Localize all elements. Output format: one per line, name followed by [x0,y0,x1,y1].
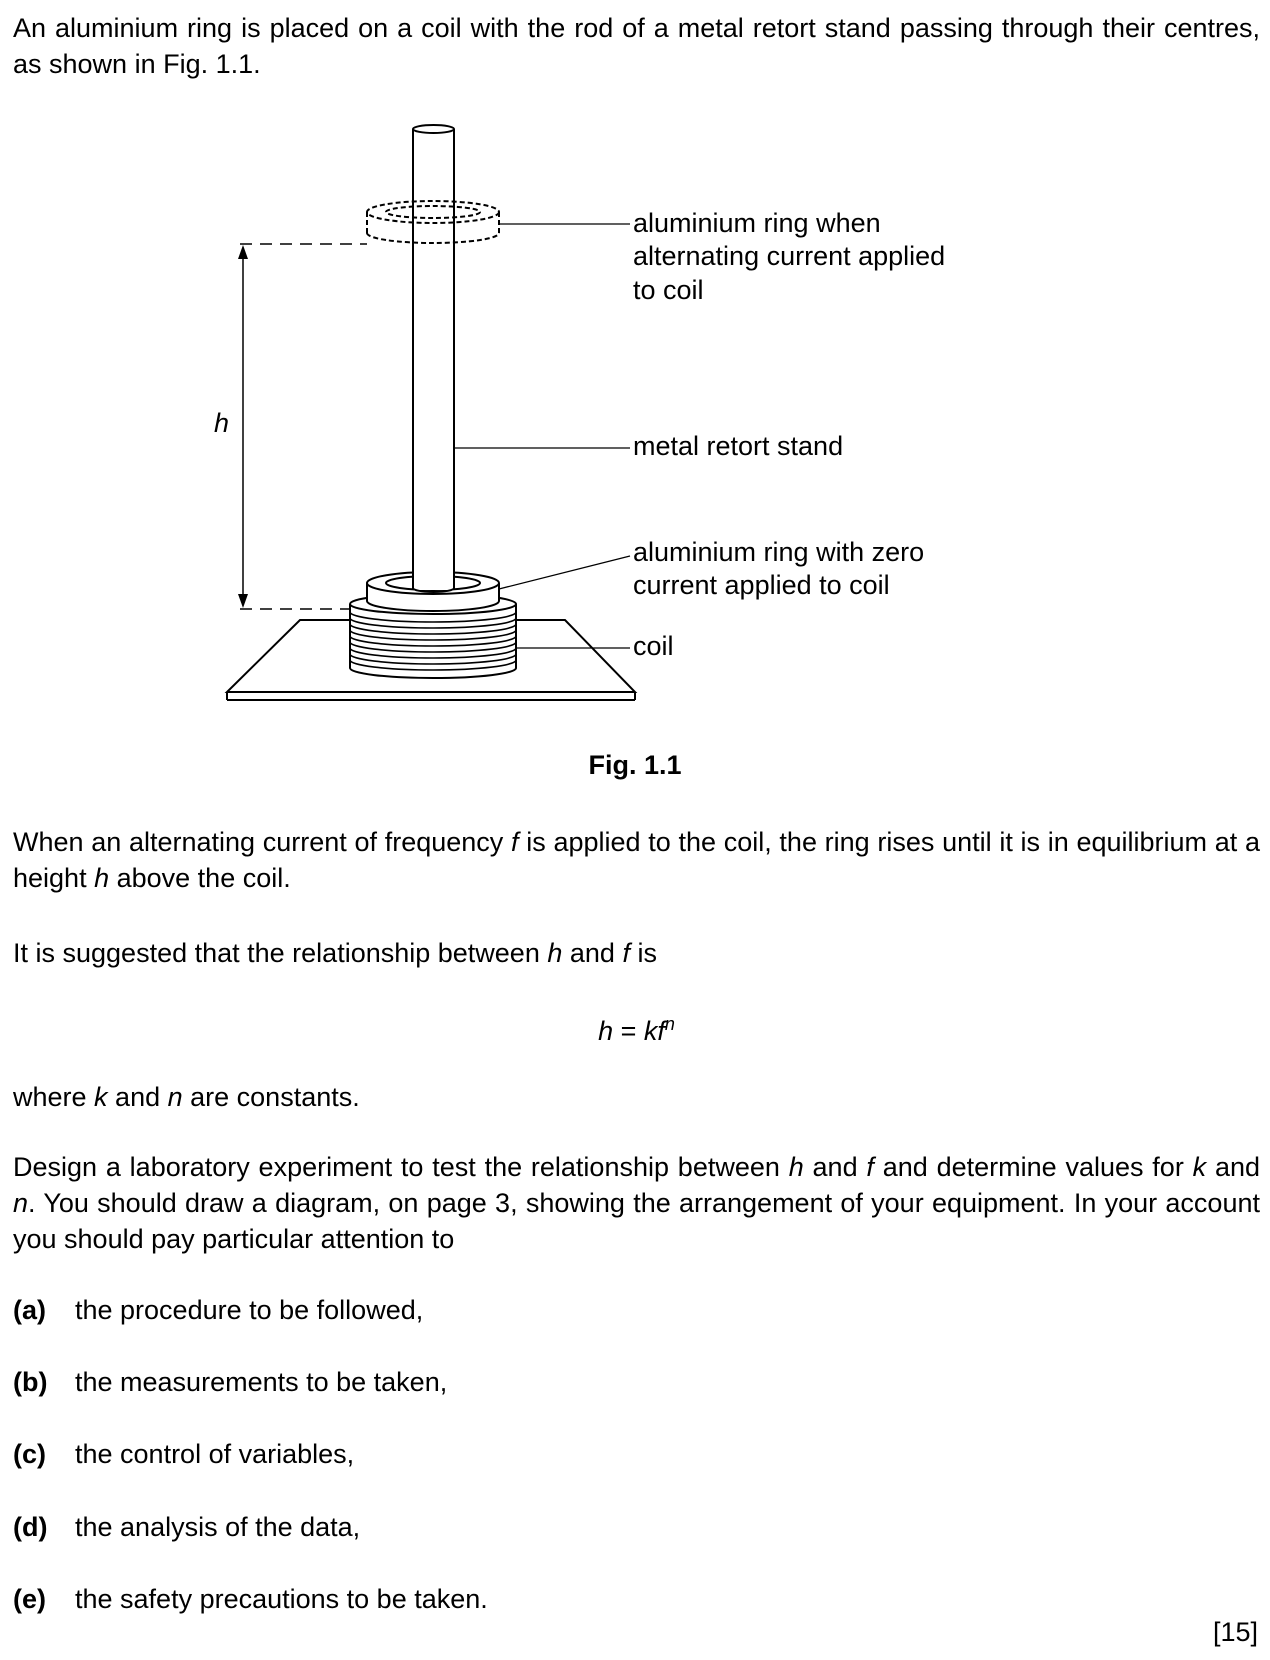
paragraph-4: Design a laboratory experiment to test the relationship between h and f and determine values for k and n. You should draw a diagram, on page 3, showing the arrangement of your equipment. In your account you should pay particular attention to [13,1152,1260,1254]
ring-zero-label-line1: aluminium ring with zero [633,537,925,567]
fig-1-1-diagram [0,0,1270,720]
paragraph-1: When an alternating current of frequency f is applied to the coil, the ring rises until it is in equilibrium at a height h above the coil. [13,827,1260,893]
equation: $h = kf^n$ [598,1014,675,1046]
ring-ac-label-line1: aluminium ring when [633,208,881,238]
part-e: (e) the safety precautions to be taken. [13,1584,488,1614]
ring-ac-label-line2: alternating current applied [633,241,946,271]
ring-zero-label-line2: current applied to coil [633,570,890,600]
paragraph-2: It is suggested that the relationship between h and f is [13,938,657,968]
ring-ac-label-line3: to coil [633,275,704,305]
height-dimension [238,244,367,609]
marks-total: [15] [1212,1617,1258,1647]
coil-label: coil [633,631,674,661]
part-b: (b) the measurements to be taken, [13,1367,448,1397]
height-label: h [214,408,230,438]
stand-label: metal retort stand [633,431,844,461]
part-d: (d) the analysis of the data, [13,1512,361,1542]
retort-stand-rod [413,125,454,592]
part-a: (a) the procedure to be followed, [13,1295,424,1325]
figure-caption: Fig. 1.1 [588,750,682,780]
intro-paragraph: An aluminium ring is placed on a coil with the rod of a metal retort stand passing through their centres, as shown in Fig. 1.1. [13,13,1260,79]
part-c: (c) the control of variables, [13,1439,355,1469]
paragraph-3: where k and n are constants. [13,1082,360,1112]
